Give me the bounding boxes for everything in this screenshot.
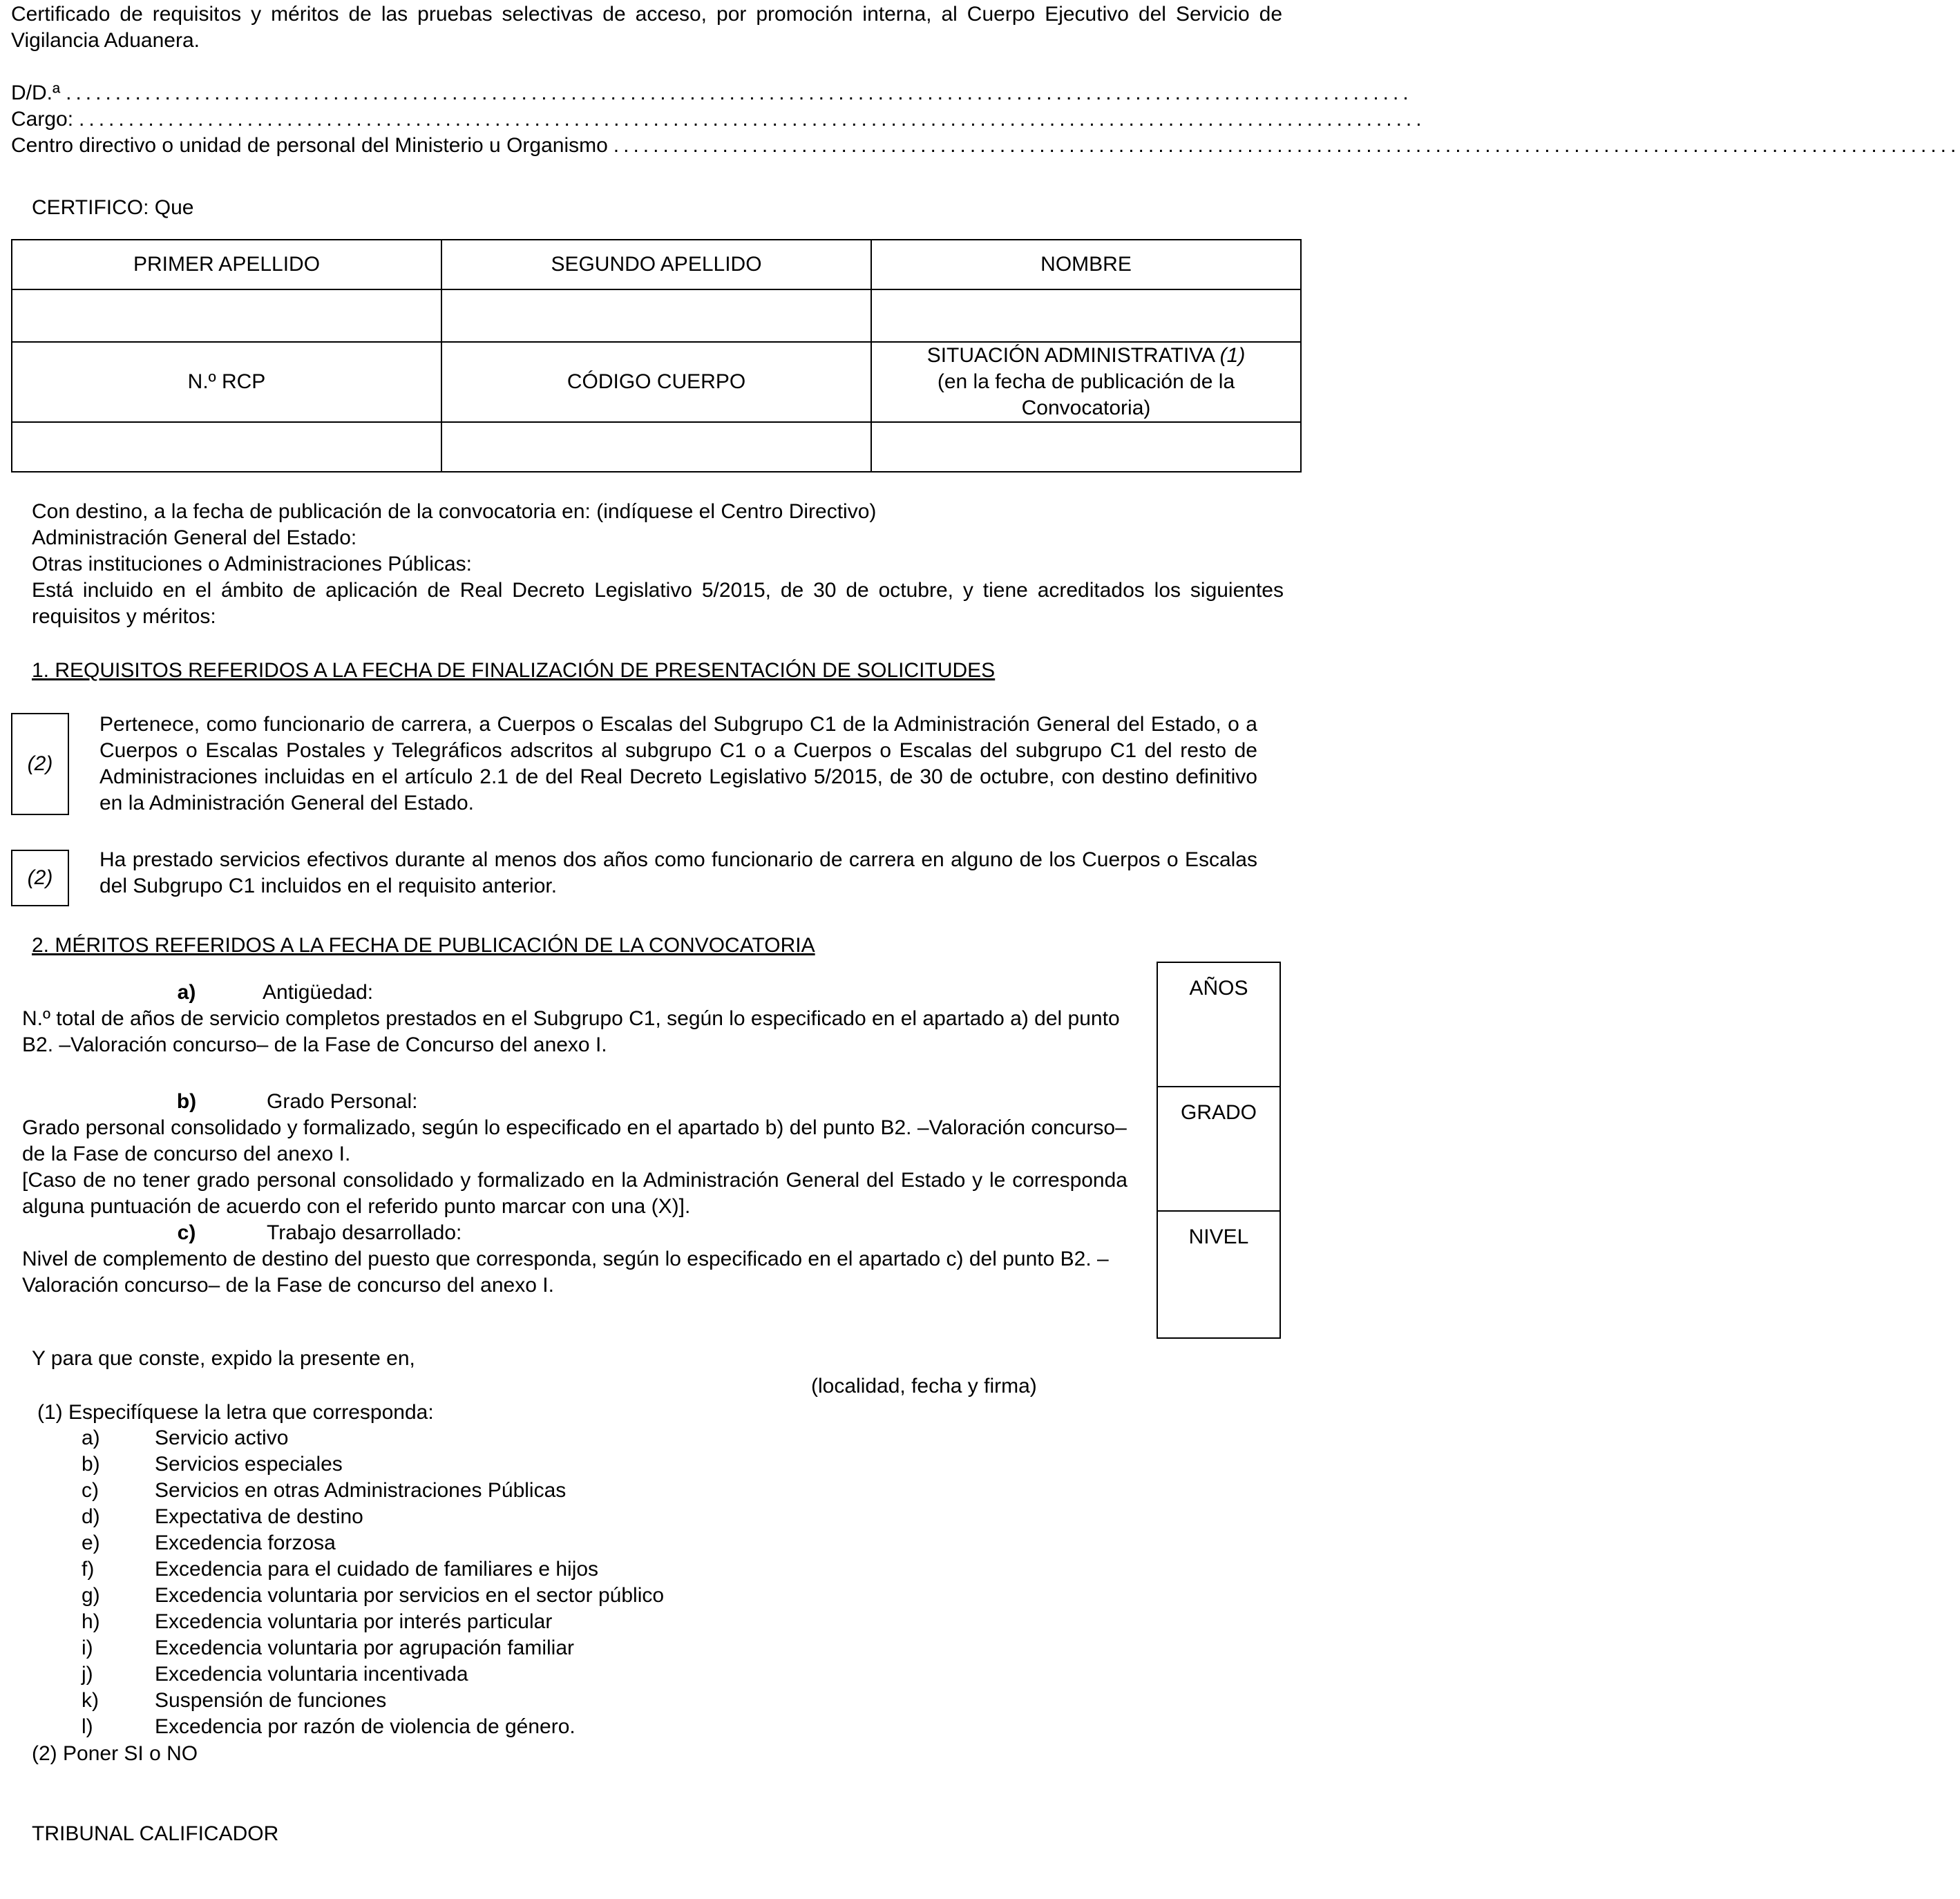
list-item (82, 1714, 664, 1740)
list-value: Excedencia voluntaria por interés particular (155, 1610, 553, 1633)
note2: (2) Poner SI o NO (32, 1742, 198, 1765)
list-value: Servicios especiales (155, 1453, 343, 1476)
merit-c-text: Nivel de complemento de destino del puesto que corresponda, según lo especificado en el apartado c) del punto B2. –Valoración concurso– de la Fase de concurso del anexo I. (22, 1248, 1109, 1297)
list-item (82, 1661, 664, 1688)
list-key: h) (82, 1610, 100, 1633)
list-key: d) (82, 1505, 100, 1528)
list-value: Excedencia voluntaria incentivada (155, 1663, 468, 1686)
situacion-ref: (1) (1219, 344, 1246, 367)
dd-label: D/D.ª (11, 82, 61, 104)
merit-a-text: N.º total de años de servicio completos prestados en el Subgrupo C1, según lo especificado en el apartado a) del punto B2. –Valoración concurso– de la Fase de Concurso del anexo I. (22, 1007, 1120, 1056)
merit-score-box (1157, 962, 1281, 1339)
input-segundo-apellido[interactable] (441, 289, 871, 342)
list-key: a) (82, 1426, 100, 1449)
list-item (82, 1688, 664, 1714)
merit-c-title: Trabajo desarrollado: (267, 1221, 462, 1244)
header-codigo-cuerpo: CÓDIGO CUERPO (441, 342, 871, 422)
grado-cell[interactable] (1158, 1087, 1279, 1212)
req1-mark: (2) (27, 752, 53, 775)
merit-a-heading (138, 980, 373, 1006)
merit-b-heading (138, 1089, 417, 1115)
section2-heading: 2. MÉRITOS REFERIDOS A LA FECHA DE PUBLICACIÓN DE LA CONVOCATORIA (32, 934, 815, 957)
anos-label: AÑOS (1189, 977, 1248, 1000)
merit-a-letter: a) (177, 981, 196, 1004)
merit-b-title: Grado Personal: (267, 1090, 418, 1113)
req1-text: Pertenece, como funcionario de carrera, a Cuerpos o Escalas del Subgrupo C1 de la Administración General del Estado, o a Cuerpos o Escalas Postales y Telegráficos adscritos al subgrupo C1 o a Cuerpos o Escalas del subgrupo C1 del resto de Administraciones incluidas en el artículo 2.1 de del Real Decreto Legislativo 5/2015, de 30 de octubre, con destino definitivo en la Administración General del Estado. (99, 713, 1257, 814)
list-value: Excedencia voluntaria por agrupación familiar (155, 1636, 575, 1659)
list-key: c) (82, 1479, 99, 1502)
input-codigo-cuerpo[interactable] (441, 422, 871, 472)
list-item (82, 1504, 664, 1530)
list-key: l) (82, 1715, 93, 1738)
note1-heading: (1) Especifíquese la letra que corresponda: (37, 1401, 434, 1424)
list-value: Suspensión de funciones (155, 1689, 387, 1712)
list-key: k) (82, 1689, 99, 1712)
list-value: Excedencia forzosa (155, 1531, 336, 1554)
header-segundo-apellido: SEGUNDO APELLIDO (441, 240, 871, 289)
merit-c-heading (138, 1220, 462, 1246)
list-key: g) (82, 1584, 100, 1607)
cargo-label: Cargo: (11, 108, 74, 131)
list-key: b) (82, 1453, 100, 1476)
req2-checkbox[interactable] (11, 850, 69, 906)
list-value: Expectativa de destino (155, 1505, 363, 1528)
closing-text: Y para que conste, expido la presente en, (32, 1347, 415, 1370)
tribunal-label: TRIBUNAL CALIFICADOR (32, 1822, 279, 1845)
list-item (82, 1583, 664, 1609)
section1-heading: 1. REQUISITOS REFERIDOS A LA FECHA DE FINALIZACIÓN DE PRESENTACIÓN DE SOLICITUDES (32, 659, 996, 682)
list-item (82, 1530, 664, 1556)
document-title: Certificado de requisitos y méritos de las pruebas selectivas de acceso, por promoción interna, al Cuerpo Ejecutivo del Servicio de Vigilancia Aduanera. (11, 3, 1282, 52)
list-key: f) (82, 1558, 95, 1581)
merit-b-text2: [Caso de no tener grado personal consolidado y formalizado en la Administración General del Estado y le corresponda alguna puntuación de acuerdo con el referido punto marcar con una (X)]. (22, 1169, 1128, 1218)
situacion-line2: (en la fecha de publicación de la (937, 370, 1235, 393)
situacion-line1: SITUACIÓN ADMINISTRATIVA (926, 344, 1215, 367)
cargo-field[interactable]: Cargo: ........................................................................................................................................ (11, 106, 1282, 133)
list-item (82, 1635, 664, 1661)
centro-label: Centro directivo o unidad de personal del Ministerio u Organismo (11, 134, 608, 157)
list-value: Excedencia por razón de violencia de género. (155, 1715, 575, 1738)
merit-a-title: Antigüedad: (263, 981, 374, 1004)
destino-line2: Administración General del Estado: (32, 526, 357, 549)
grado-label: GRADO (1180, 1101, 1257, 1124)
situacion-list (82, 1425, 664, 1740)
req2-mark: (2) (27, 866, 53, 889)
nivel-label: NIVEL (1188, 1225, 1249, 1248)
header-nrcp: N.º RCP (12, 342, 441, 422)
list-value: Excedencia voluntaria por servicios en el sector público (155, 1584, 665, 1607)
req2-text: Ha prestado servicios efectivos durante al menos dos años como funcionario de carrera en alguno de los Cuerpos o Escalas del Subgrupo C1 incluidos en el requisito anterior. (99, 848, 1257, 897)
list-item (82, 1451, 664, 1478)
destino-line4: Está incluido en el ámbito de aplicación de Real Decreto Legislativo 5/2015, de 30 de octubre, y tiene acreditados los siguientes requisitos y méritos: (32, 579, 1284, 628)
situacion-line3: Convocatoria) (1021, 397, 1151, 419)
list-key: i) (82, 1636, 93, 1659)
list-value: Servicios en otras Administraciones Públicas (155, 1479, 567, 1502)
destino-line1: Con destino, a la fecha de publicación de la convocatoria en: (indíquese el Centro Directivo) (32, 500, 877, 523)
input-primer-apellido[interactable] (12, 289, 441, 342)
list-item (82, 1609, 664, 1635)
merit-b-text1: Grado personal consolidado y formalizado, según lo especificado en el apartado b) del punto B2. –Valoración concurso– de la Fase de concurso del anexo I. (22, 1116, 1127, 1165)
list-key: j) (82, 1663, 93, 1686)
dd-field[interactable]: D/D.ª ........................................................................................................................................ (11, 80, 1282, 106)
signature-hint: (localidad, fecha y firma) (811, 1375, 1037, 1397)
list-value: Servicio activo (155, 1426, 289, 1449)
personal-data-table (11, 239, 1302, 473)
list-item (82, 1425, 664, 1451)
nivel-cell[interactable] (1158, 1212, 1279, 1336)
list-value: Excedencia para el cuidado de familiares e hijos (155, 1558, 599, 1581)
list-key: e) (82, 1531, 100, 1554)
list-item (82, 1556, 664, 1583)
list-item (82, 1478, 664, 1504)
input-situacion[interactable] (871, 422, 1301, 472)
header-situacion-administrativa (871, 342, 1301, 422)
certifico-label: CERTIFICO: Que (32, 196, 194, 219)
req1-checkbox[interactable] (11, 713, 69, 815)
centro-field[interactable]: Centro directivo o unidad de personal del Ministerio u Organismo ........................................................................................................................................ (11, 133, 1282, 159)
destino-line3: Otras instituciones o Administraciones Públicas: (32, 553, 472, 575)
anos-cell[interactable] (1158, 963, 1279, 1087)
header-nombre: NOMBRE (871, 240, 1301, 289)
input-nrcp[interactable] (12, 422, 441, 472)
header-primer-apellido: PRIMER APELLIDO (12, 240, 441, 289)
merit-b-letter: b) (176, 1090, 197, 1113)
input-nombre[interactable] (871, 289, 1301, 342)
merit-c-letter: c) (177, 1221, 196, 1244)
